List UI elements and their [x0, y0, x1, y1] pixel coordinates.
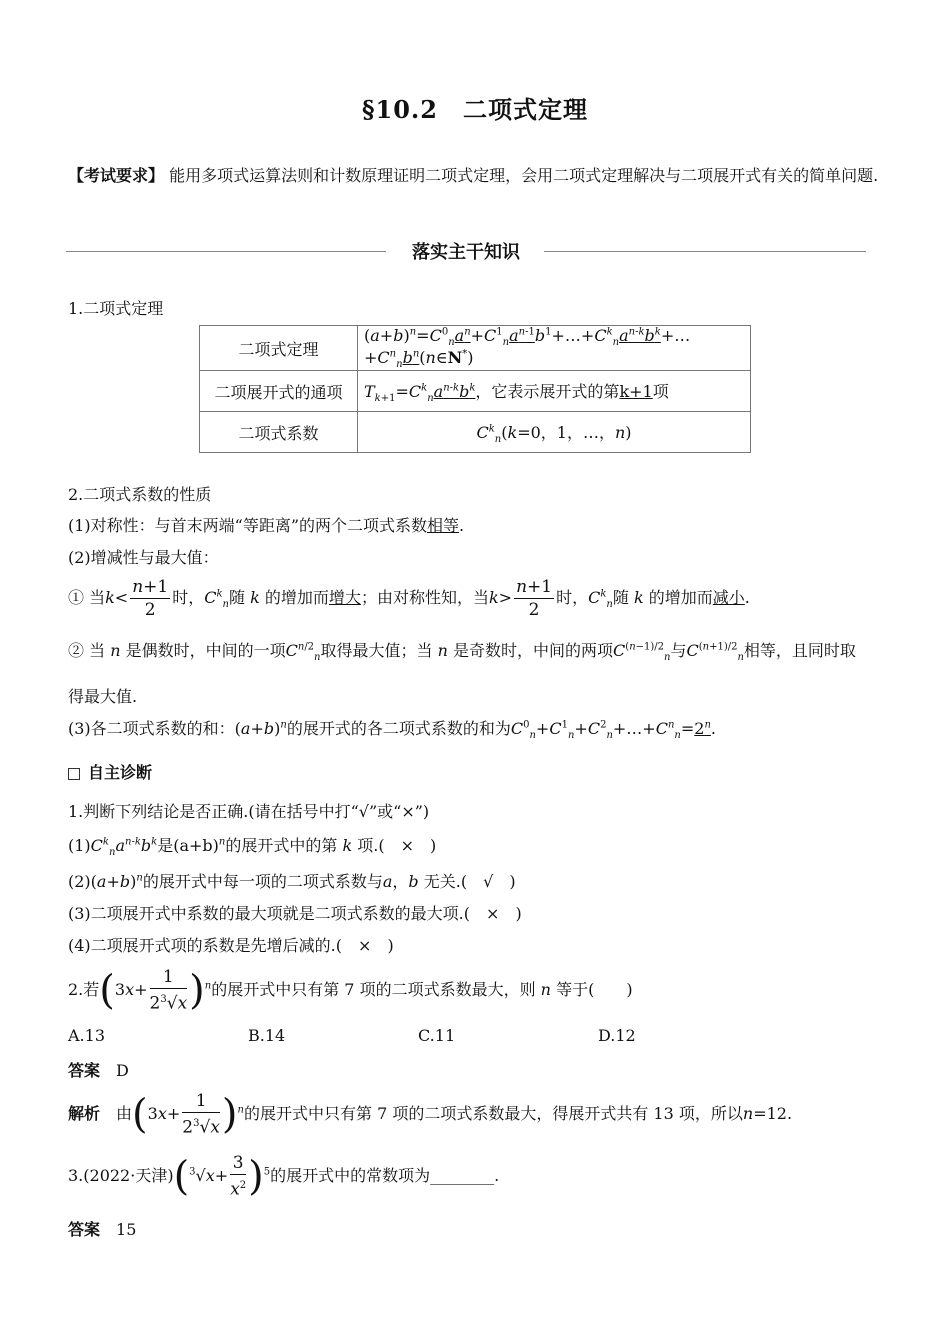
binomial-coefficient: $C^k_n(k=0$，1，…，n)	[358, 412, 751, 453]
symmetry-property: (1)对称性：与首末两端“等距离”的两个二项式系数相等.	[68, 516, 465, 535]
q1-item-3: (3)二项展开式中系数的最大项就是二项式系数的最大项.( × )	[68, 904, 522, 923]
q1-stem: 1.判断下列结论是否正确.(请在括号中打“√”或“×”)	[68, 802, 430, 821]
table-head: 二项式定理	[200, 326, 358, 371]
q2-choice-b: B.14	[248, 1026, 286, 1045]
q2-choice-c: C.11	[418, 1026, 456, 1045]
q2-choice-d: D.12	[598, 1026, 636, 1045]
q1-item-4: (4)二项展开式项的系数是先增后减的.( × )	[68, 936, 394, 955]
monotonic-rule-1: ① 当k< $\frac{n+1}{2}$ 时，$C^k_n$随 k 的增加而增大；由对称性知，当k> $\frac{n+1}{2}$ 时，$C^k_n$随 k 的增加而减小.	[68, 577, 750, 620]
theorem-formula: $(a+b)^n=C^0_na^n+C^1_na^{n-1}b^1+\dots+C^k_na^{n-k}b^k+\dots+C^n_nb^n(n\in N^*)$	[358, 326, 751, 371]
requirement-label: 【考试要求】	[68, 166, 165, 185]
s1-heading: 1.二项式定理	[68, 299, 164, 318]
monotonic-heading: (2)增减性与最大值：	[68, 548, 219, 567]
s2-heading: 2.二项式系数的性质	[68, 485, 212, 504]
self-diagnosis-heading: 自主诊断	[68, 760, 152, 783]
table-head: 二项展开式的通项	[200, 371, 358, 412]
monotonic-rule-2-cont: 得最大值.	[68, 687, 138, 706]
binomial-table	[199, 325, 751, 453]
q1-item-2: $(2)(a+b)^n$的展开式中每一项的二项式系数与a，b 无关.( √ )	[68, 872, 516, 891]
table-row	[200, 326, 751, 371]
table-row	[200, 412, 751, 453]
q3-answer: 答案 15	[68, 1220, 137, 1239]
table-head: 二项式系数	[200, 412, 358, 453]
monotonic-rule-2: ② 当 n 是偶数时，中间的一项$C^{n/2}_n$取得最大值；当 n 是奇数时，中间的两项$C^{(n-1)/2}_n$与$C^{(n+1)/2}_n$相等，且同时取	[68, 641, 856, 664]
q2-stem: 2.若(3x+ $\frac{1}{2^3√x}$ )$^n$的展开式中只有第 7 项的二项式系数最大，则 n 等于( )	[68, 967, 633, 1014]
requirement-text: 能用多项式运算法则和计数原理证明二项式定理，会用二项式定理解决与二项展开式有关的简单问题.	[169, 166, 879, 185]
coefficient-sum: (3)各二项式系数的和：$(a+b)^n$的展开式的各二项式系数的和为$C^0_n+C^1_n+C^2_n+\dots+C^n_n=2^n$.	[68, 719, 716, 742]
square-icon	[68, 768, 80, 780]
banner-title: 落实主干知识	[412, 242, 520, 263]
q2-choice-a: A.13	[68, 1026, 105, 1045]
section-banner	[66, 236, 866, 268]
q1-item-1: $(1)C^k_na^{n-k}b^k$是$(a+b)^n$的展开式中的第 k 项.( × )	[68, 836, 437, 859]
table-row	[200, 371, 751, 412]
page-title: §10.2 二项式定理	[361, 95, 588, 124]
q2-answer: 答案 D	[68, 1061, 129, 1080]
q2-analysis: 解析 由(3x+ $\frac{1}{2^3√x}$ )$^n$的展开式中只有第 7 项的二项式系数最大，得展开式共有 13 项，所以n=12.	[68, 1091, 793, 1138]
q3-stem: 3.(2022·天津)($^3$√x+ $\frac{3}{x^2}$ )$^5$的展开式中的常数项为________.	[68, 1153, 500, 1200]
exam-requirement	[68, 160, 883, 192]
general-term: $T_{k+1}=C^k_na^{n-k}b^k$，它表示展开式的第k+1项	[358, 371, 751, 412]
